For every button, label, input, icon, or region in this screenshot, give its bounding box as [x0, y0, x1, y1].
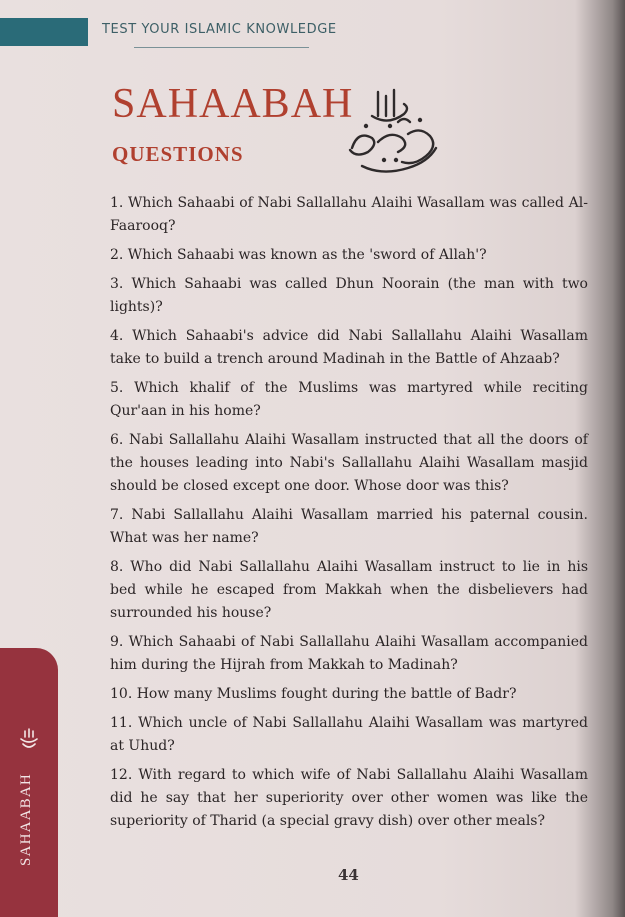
- page-number: 44: [338, 866, 359, 884]
- question-item: 11. Which uncle of Nabi Sallallahu Alaihi Wasallam was martyred at Uhud?: [110, 715, 588, 754]
- question-item: 1. Which Sahaabi of Nabi Sallallahu Alaihi Wasallam was called Al-Faarooq?: [110, 195, 588, 234]
- radiyallahu-anhum-calligraphy-icon: [338, 86, 448, 176]
- question-item: 12. With regard to which wife of Nabi Sallallahu Alaihi Wasallam did he say that her superiority over other women was like the superiority of Tharid (a special gravy dish) over other meals?: [110, 767, 588, 829]
- question-item: 9. Which Sahaabi of Nabi Sallallahu Alaihi Wasallam accompanied him during the Hijrah from Makkah to Madinah?: [110, 634, 588, 673]
- question-item: 2. Which Sahaabi was known as the 'sword of Allah'?: [110, 247, 487, 263]
- question-item: 10. How many Muslims fought during the battle of Badr?: [110, 686, 517, 702]
- section-subtitle: QUESTIONS: [112, 142, 244, 166]
- page-title: SAHAABAH: [112, 81, 354, 127]
- question-item: 5. Which khalif of the Muslims was martyred while reciting Qur'aan in his home?: [110, 380, 588, 419]
- chapter-side-label: SAHAABAH: [18, 773, 34, 866]
- question-item: 4. Which Sahaabi's advice did Nabi Sallallahu Alaihi Wasallam take to build a trench around Madinah in the Battle of Ahzaab?: [110, 328, 588, 367]
- question-item: 7. Nabi Sallallahu Alaihi Wasallam married his paternal cousin. What was her name?: [110, 507, 588, 546]
- header-divider: [134, 47, 309, 48]
- question-item: 3. Which Sahaabi was called Dhun Noorain (the man with two lights)?: [110, 276, 588, 315]
- running-header: TEST YOUR ISLAMIC KNOWLEDGE: [102, 22, 337, 37]
- question-item: 8. Who did Nabi Sallallahu Alaihi Wasallam instruct to lie in his bed while he escaped from Makkah when the disbelievers had surrounded his house?: [110, 559, 588, 621]
- question-item: 6. Nabi Sallallahu Alaihi Wasallam instructed that all the doors of the houses leading into Nabi's Sallallahu Alaihi Wasallam masjid should be closed except one door. Whose door was this?: [110, 432, 588, 494]
- question-list: [110, 192, 588, 839]
- header-color-tab: [0, 18, 88, 46]
